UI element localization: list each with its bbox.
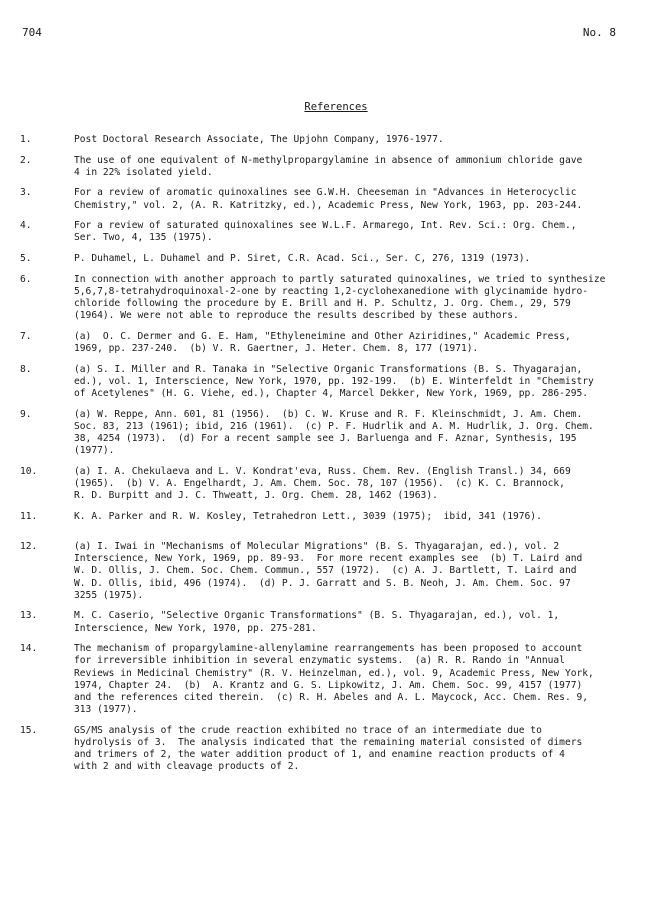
reference-text <box>74 155 654 179</box>
reference-line: (1964). We were not able to reproduce the results described by these authors. <box>74 310 519 322</box>
reference-number: 11. <box>20 510 38 522</box>
reference-line: 4 in 22% isolated yield. <box>74 166 213 178</box>
reference-text <box>74 331 654 355</box>
reference-line: 5,6,7,8-tetrahydroquinoxal-2-one by reacting 1,2-cyclohexanedione with glycinamide hydro- <box>74 285 589 297</box>
reference-line: M. C. Caserio, "Selective Organic Transformations" (B. S. Thyagarajan, ed.), vol. 1, <box>74 610 560 622</box>
reference-line: (a) I. Iwai in "Mechanisms of Molecular Migrations" (B. S. Thyagarajan, ed.), vol. 2 <box>74 540 560 552</box>
reference-line: For a review of saturated quinoxalines see W.L.F. Armarego, Int. Rev. Sci.: Org. Chem., <box>74 220 577 232</box>
reference-number: 8. <box>20 363 32 375</box>
reference-line: and the references cited therein. (c) R. H. Abeles and A. L. Maycock, Acc. Chem. Res. 9, <box>74 692 589 703</box>
reference-line: Soc. 83, 213 (1961); ibid, 216 (1961). (c) P. F. Hudrlik and A. M. Hudrlik, J. Org. Chem. <box>74 420 594 432</box>
reference-line: Post Doctoral Research Associate, The Upjohn Company, 1976-1977. <box>74 134 444 145</box>
reference-number: 1. <box>20 134 32 145</box>
reference-line: The mechanism of propargylamine-allenylamine rearrangements has been proposed to account <box>74 643 583 655</box>
reference-line: and trimers of 2, the water addition product of 1, and enamine reaction products of 4 <box>74 749 565 761</box>
reference-number: 10. <box>20 465 38 477</box>
reference-text <box>74 541 654 602</box>
reference-number: 9. <box>20 408 32 420</box>
reference-text <box>74 725 654 774</box>
reference-number: 5. <box>20 252 32 264</box>
reference-line: For a review of aromatic quinoxalines see G.W.H. Cheeseman in "Advances in Heterocyclic <box>74 187 577 199</box>
reference-number: 15. <box>20 724 38 736</box>
reference-item <box>20 725 660 774</box>
reference-text <box>74 274 654 323</box>
reference-item <box>20 134 660 146</box>
reference-line: The use of one equivalent of N-methylpropargylamine in absence of ammonium chloride gave <box>74 154 583 166</box>
reference-text <box>74 643 654 716</box>
reference-item <box>20 187 660 211</box>
reference-line: (a) S. I. Miller and R. Tanaka in "Selective Organic Transformations (B. S. Thyagarajan, <box>74 363 583 375</box>
reference-line: hydrolysis of 3. The analysis indicated that the remaining material consisted of dimers <box>74 737 583 748</box>
reference-line: 38, 4254 (1973). (d) For a recent sample see J. Barluenga and F. Aznar, Synthesis, 195 <box>74 432 577 444</box>
reference-line: ed.), vol. 1, Interscience, New York, 1970, pp. 192-199. (b) E. Winterfeldt in "Chemistry <box>74 375 594 387</box>
reference-text <box>74 364 654 401</box>
reference-line: 313 (1977). <box>74 704 138 716</box>
reference-text <box>74 511 654 523</box>
reference-item <box>20 541 660 602</box>
reference-item <box>20 409 660 458</box>
reference-item <box>20 331 660 355</box>
reference-number: 2. <box>20 154 32 166</box>
reference-line: 3255 (1975). <box>74 589 144 601</box>
reference-line: for irreversible inhibition in several enzymatic systems. (a) R. R. Rando in "Annual <box>74 655 565 667</box>
reference-line: W. D. Ollis, ibid, 496 (1974). (d) P. J. Garratt and S. B. Neoh, J. Am. Chem. Soc. 97 <box>74 577 571 589</box>
reference-line: of Acetylenes" (H. G. Viehe, ed.), Chapter 4, Marcel Dekker, New York, 1969, pp. 286-295. <box>74 387 589 399</box>
reference-item <box>20 220 660 244</box>
reference-text <box>74 187 654 211</box>
reference-line: with 2 and with cleavage products of 2. <box>74 761 300 773</box>
reference-text <box>74 466 654 503</box>
reference-line: 1974, Chapter 24. (b) A. Krantz and G. S. Lipkowitz, J. Am. Chem. Soc. 99, 4157 (1977) <box>74 679 583 691</box>
reference-item <box>20 511 660 523</box>
reference-line: (a) W. Reppe, Ann. 601, 81 (1956). (b) C. W. Kruse and R. F. Kleinschmidt, J. Am. Chem. <box>74 408 583 420</box>
reference-number: 4. <box>20 220 32 232</box>
reference-text <box>74 220 654 244</box>
reference-number: 7. <box>20 330 32 342</box>
page-number: 704 <box>22 26 42 39</box>
reference-line: R. D. Burpitt and J. C. Thweatt, J. Org. Chem. 28, 1462 (1963). <box>74 490 438 502</box>
reference-number: 6. <box>20 273 32 285</box>
reference-line: Reviews in Medicinal Chemistry" (R. V. Heinzelman, ed.), vol. 9, Academic Press, New York, <box>74 667 594 679</box>
reference-line: chloride following the procedure by E. Brill and H. P. Schultz, J. Org. Chem., 29, 579 <box>74 297 571 309</box>
reference-line: (1965). (b) V. A. Engelhardt, J. Am. Chem. Soc. 78, 107 (1956). (c) K. C. Brannock, <box>74 477 565 489</box>
reference-item <box>20 364 660 401</box>
reference-item <box>20 466 660 503</box>
reference-line: (1977). <box>74 445 115 457</box>
reference-line: GS/MS analysis of the crude reaction exhibited no trace of an intermediate due to <box>74 724 542 736</box>
reference-line: P. Duhamel, L. Duhamel and P. Siret, C.R. Acad. Sci., Ser. C, 276, 1319 (1973). <box>74 252 531 264</box>
references-title: References <box>304 101 368 113</box>
reference-line: 1969, pp. 237-240. (b) V. R. Gaertner, J. Heter. Chem. 8, 177 (1971). <box>74 342 479 354</box>
reference-item <box>20 253 660 265</box>
reference-text <box>74 409 654 458</box>
references-heading <box>0 101 672 113</box>
reference-item <box>20 610 660 634</box>
reference-number: 14. <box>20 643 38 655</box>
reference-number: 13. <box>20 610 38 622</box>
reference-item <box>20 274 660 323</box>
reference-item <box>20 643 660 716</box>
reference-text <box>74 610 654 634</box>
issue-number: No. 8 <box>582 26 616 39</box>
reference-line: (a) O. C. Dermer and G. E. Ham, "Ethyleneimine and Other Aziridines," Academic Press, <box>74 330 571 342</box>
reference-line: W. D. Ollis, J. Chem. Soc. Chem. Commun., 557 (1972). (c) A. J. Bartlett, T. Laird and <box>74 565 577 577</box>
reference-item <box>20 155 660 179</box>
reference-line: In connection with another approach to partly saturated quinoxalines, we tried to synthesize <box>74 273 606 285</box>
reference-text <box>74 134 654 146</box>
reference-number: 12. <box>20 540 38 552</box>
reference-list <box>20 134 660 782</box>
reference-line: Ser. Two, 4, 135 (1975). <box>74 232 213 244</box>
reference-line: Interscience, New York, 1970, pp. 275-281. <box>74 622 317 634</box>
reference-line: K. A. Parker and R. W. Kosley, Tetrahedron Lett., 3039 (1975); ibid, 341 (1976). <box>74 510 542 522</box>
reference-line: Interscience, New York, 1969, pp. 89-93. For more recent examples see (b) T. Laird and <box>74 553 583 565</box>
reference-line: Chemistry," vol. 2, (A. R. Katritzky, ed.), Academic Press, New York, 1963, pp. 203-244. <box>74 199 583 211</box>
reference-number: 3. <box>20 187 32 199</box>
reference-text <box>74 253 654 265</box>
reference-line: (a) I. A. Chekulaeva and L. V. Kondrat'eva, Russ. Chem. Rev. (English Transl.) 34, 669 <box>74 465 571 477</box>
